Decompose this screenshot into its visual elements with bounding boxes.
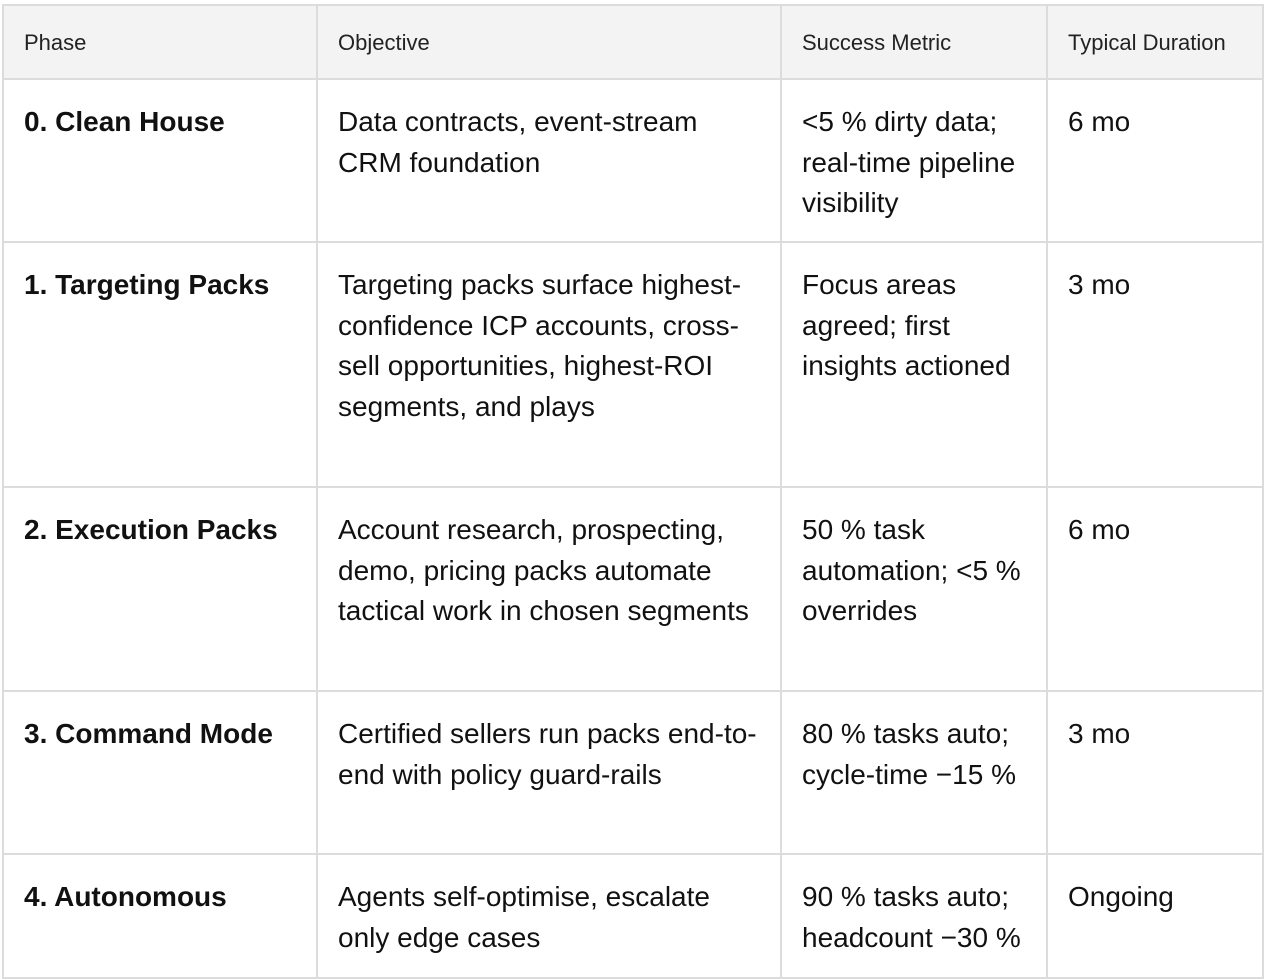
header-success-metric: Success Metric [781,5,1047,79]
header-row [3,5,1263,79]
objective-cell: Certified sellers run packs end-to-end with policy guard-rails [317,691,781,854]
table-header [3,5,1263,79]
metric-cell: 80 % tasks auto; cycle-time −15 % [781,691,1047,854]
duration-cell: Ongoing [1047,854,1263,978]
table-row [3,854,1263,978]
table-row [3,487,1263,691]
objective-cell: Account research, prospecting, demo, pricing packs automate tactical work in chosen segments [317,487,781,691]
duration-cell: 3 mo [1047,242,1263,487]
phase-cell: 0. Clean House [3,79,317,242]
phase-table [2,4,1264,979]
duration-cell: 3 mo [1047,691,1263,854]
phase-cell: 1. Targeting Packs [3,242,317,487]
header-typical-duration: Typical Duration [1047,5,1263,79]
objective-cell: Data contracts, event-stream CRM foundation [317,79,781,242]
metric-cell: 50 % task automation; <5 % overrides [781,487,1047,691]
duration-cell: 6 mo [1047,487,1263,691]
phase-cell: 3. Command Mode [3,691,317,854]
objective-cell: Agents self-optimise, escalate only edge cases [317,854,781,978]
table-row [3,79,1263,242]
table-body [3,79,1263,978]
phase-cell: 2. Execution Packs [3,487,317,691]
metric-cell: 90 % tasks auto; headcount −30 % [781,854,1047,978]
objective-cell: Targeting packs surface highest-confidence ICP accounts, cross-sell opportunities, highest-ROI segments, and plays [317,242,781,487]
table-row [3,691,1263,854]
metric-cell: <5 % dirty data; real-time pipeline visibility [781,79,1047,242]
metric-cell: Focus areas agreed; first insights actioned [781,242,1047,487]
phase-cell: 4. Autonomous [3,854,317,978]
duration-cell: 6 mo [1047,79,1263,242]
header-phase: Phase [3,5,317,79]
header-objective: Objective [317,5,781,79]
table-row [3,242,1263,487]
